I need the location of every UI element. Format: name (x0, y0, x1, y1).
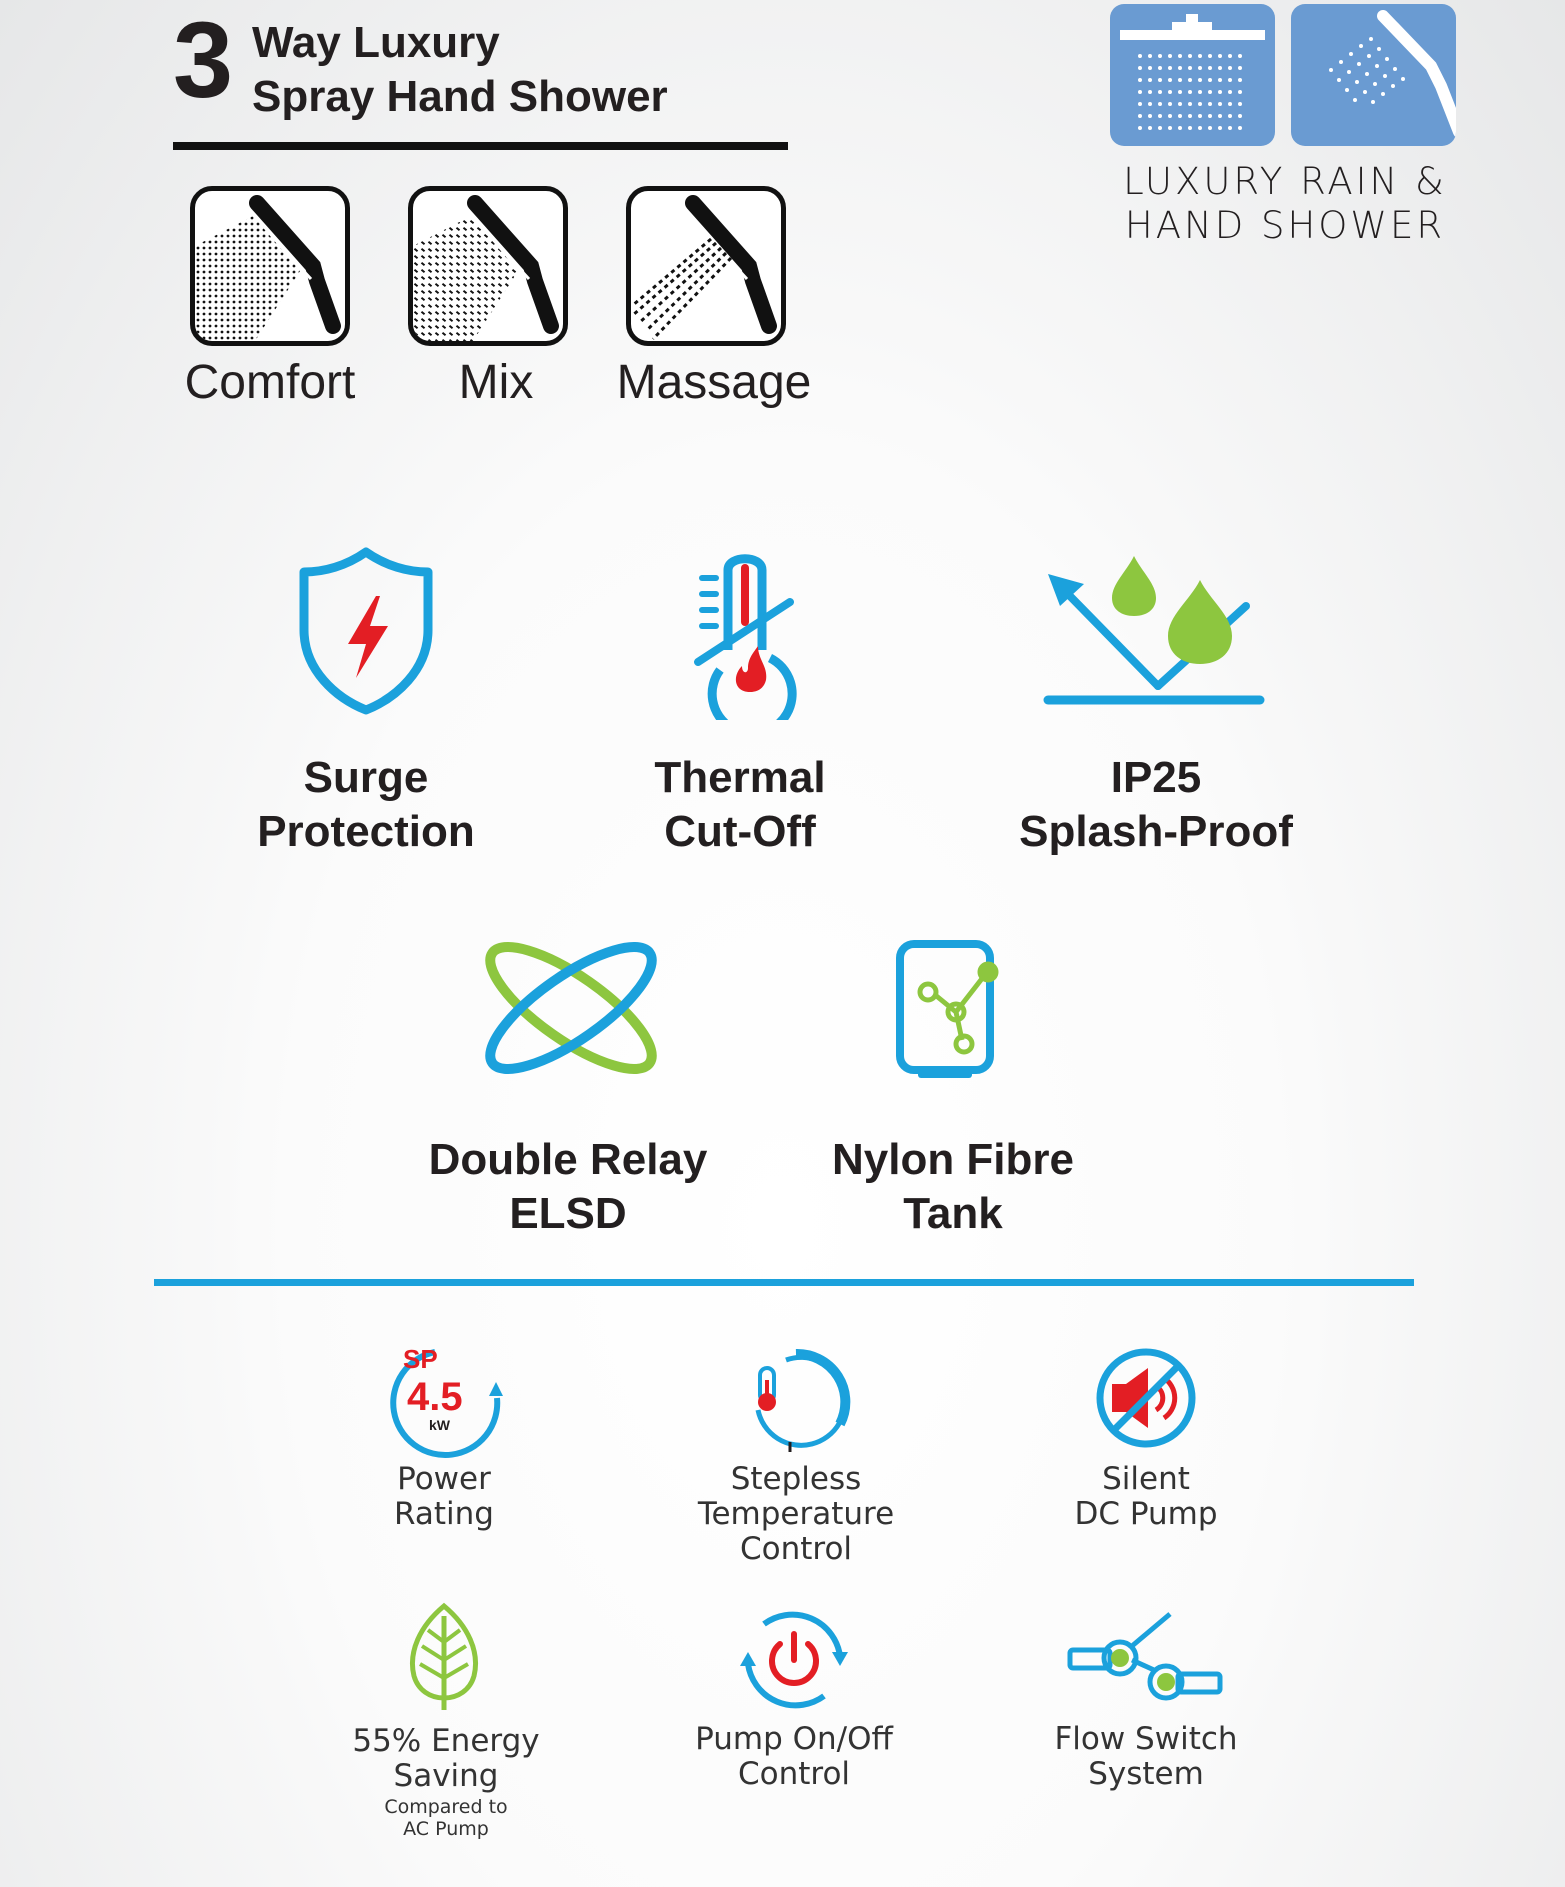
heading-title-line2: Spray Hand Shower (252, 72, 668, 121)
spec-label-pump (634, 1722, 954, 1792)
feature-label-ip25 (966, 751, 1346, 859)
spec-label-silent-line1: Silent (1102, 1461, 1190, 1497)
hand-shower-icon (1291, 4, 1456, 146)
nylon-tank-icon (890, 936, 1020, 1086)
luxury-caption-line2: HAND SHOWER (1124, 204, 1446, 247)
spec-note-energy-line2: AC Pump (403, 1818, 489, 1840)
heading-underline (173, 142, 788, 150)
spec-label-pump-line1: Pump On/Off (695, 1721, 893, 1757)
silent-speaker-icon (1086, 1340, 1206, 1460)
feature-label-surge-line1: Surge (303, 753, 429, 802)
heading-title-line1: Way Luxury (252, 18, 500, 67)
spec-note-energy-line1: Compared to (384, 1796, 508, 1818)
feature-label-tank (763, 1133, 1143, 1241)
section-divider (154, 1279, 1414, 1286)
relay-orbit-icon (476, 928, 666, 1088)
feature-label-tank-line1: Nylon Fibre (831, 1135, 1075, 1184)
spec-label-flow-line2: System (1088, 1756, 1204, 1792)
shower-massage-icon (626, 186, 786, 346)
temperature-dial-icon (736, 1340, 856, 1460)
spec-label-energy (286, 1724, 606, 1794)
spec-label-power-line2: Rating (394, 1496, 494, 1532)
badge-sp-text: SP (403, 1344, 438, 1374)
power-rating-icon (385, 1338, 515, 1458)
shield-lightning-icon (266, 540, 466, 720)
feature-label-relay (378, 1133, 758, 1241)
badge-value-text: 4.5 (407, 1375, 463, 1419)
spec-label-energy-line2: Saving (393, 1758, 499, 1794)
feature-label-relay-line1: Double Relay (428, 1135, 708, 1184)
thermometer-flame-icon (650, 540, 850, 720)
feature-label-thermal-line1: Thermal (654, 753, 826, 802)
spec-label-power-line1: Power (397, 1461, 491, 1497)
spec-label-stepless-line2: Temperature (697, 1496, 895, 1532)
feature-label-ip25-line1: IP25 (1110, 753, 1202, 802)
spec-label-energy-line1: 55% Energy (352, 1723, 540, 1759)
spec-label-power (284, 1462, 604, 1532)
spec-label-stepless-line1: Stepless (730, 1461, 862, 1497)
power-cycle-icon (734, 1600, 854, 1720)
spec-label-stepless-line3: Control (739, 1531, 853, 1567)
spec-label-flow-line1: Flow Switch (1054, 1721, 1238, 1757)
spec-label-stepless (636, 1462, 956, 1567)
rain-shower-icon (1110, 4, 1275, 146)
feature-label-relay-line2: ELSD (509, 1189, 627, 1238)
feature-label-ip25-line2: Splash-Proof (1019, 807, 1293, 856)
luxury-caption (1100, 160, 1470, 248)
shower-comfort-icon (190, 186, 350, 346)
mode-label-massage: Massage (616, 356, 812, 409)
feature-label-tank-line2: Tank (903, 1189, 1003, 1238)
flow-switch-icon (1066, 1606, 1226, 1716)
heading-number: 3 (173, 0, 234, 120)
mode-label-mix: Mix (458, 356, 534, 409)
feature-label-thermal (550, 751, 930, 859)
luxury-caption-line1: LUXURY RAIN & (1123, 160, 1447, 203)
feature-label-surge (176, 751, 556, 859)
spec-label-pump-line2: Control (737, 1756, 851, 1792)
water-splash-icon (1038, 548, 1268, 718)
spec-label-silent (986, 1462, 1306, 1532)
badge-unit-text: kW (429, 1417, 450, 1433)
heading-title (252, 16, 668, 124)
shower-mix-icon (408, 186, 568, 346)
feature-label-surge-line2: Protection (257, 807, 475, 856)
mode-label-comfort: Comfort (184, 356, 356, 409)
spec-note-energy (286, 1796, 606, 1840)
spec-label-silent-line2: DC Pump (1074, 1496, 1218, 1532)
leaf-icon (404, 1602, 484, 1712)
feature-label-thermal-line2: Cut-Off (664, 807, 816, 856)
spec-label-flow (986, 1722, 1306, 1792)
